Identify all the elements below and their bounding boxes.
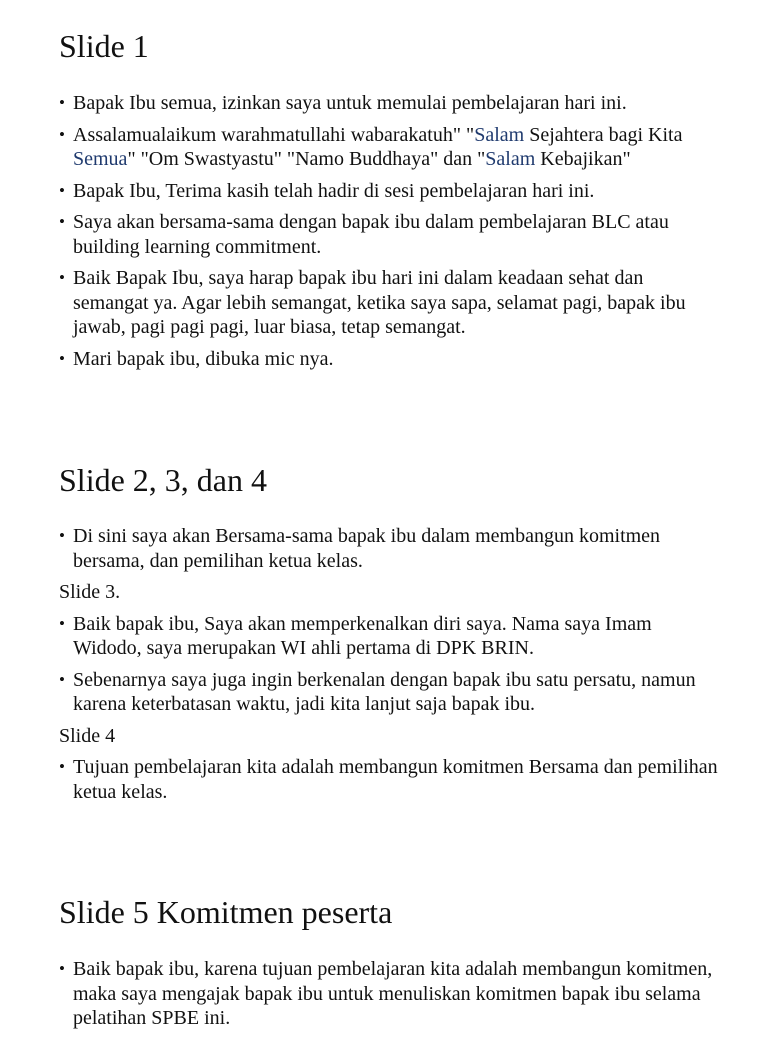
slide-3-bullet-list: [59, 612, 719, 717]
slide-1-title: Slide 1: [59, 28, 149, 64]
slide-5-bullet-list: [59, 957, 719, 1031]
slide-2-bullet-list: [59, 524, 719, 573]
slide-2-section: [59, 462, 719, 811]
greeting-text: Assalamualaikum warahmatullahi wabarakatuh" ": [73, 123, 475, 146]
greeting-text: Sejahtera bagi Kita: [524, 123, 683, 146]
list-item: • Baik bapak ibu, Saya akan memperkenalkan diri saya. Nama saya Imam Widodo, saya merupakan WI ahli pertama di DPK BRIN.: [59, 612, 719, 661]
list-item: • Baik bapak ibu, karena tujuan pembelajaran kita adalah membangun komitmen, maka saya mengajak bapak ibu untuk menuliskan komitmen bapak ibu selama pelatihan SPBE ini.: [59, 957, 719, 1031]
slide-1-bullet-list: [59, 91, 719, 371]
slide-3-label: Slide 3.: [59, 581, 121, 603]
greeting-text: " "Om Swastyastu" "Namo Buddhaya" dan ": [127, 148, 486, 170]
list-item: • Bapak Ibu semua, izinkan saya untuk memulai pembelajaran hari ini.: [59, 91, 719, 116]
list-item: • Sebenarnya saya juga ingin berkenalan dengan bapak ibu satu persatu, namun karena keterbatasan waktu, jadi kita lanjut saja bapak ibu.: [59, 668, 719, 717]
slide-1-section: [59, 28, 719, 378]
semua-word: Semua: [73, 148, 128, 170]
salam-word: Salam: [485, 148, 536, 170]
slide-4-label: Slide 4: [59, 724, 116, 747]
list-item: • Tujuan pembelajaran kita adalah membangun komitmen Bersama dan pemilihan ketua kelas.: [59, 755, 719, 804]
list-item: • Baik Bapak Ibu, saya harap bapak ibu hari ini dalam keadaan sehat dan semangat ya. Agar lebih semangat, ketika saya sapa, selamat pagi, bapak ibu jawab, pagi pagi pagi, luar biasa, tetap semangat.: [59, 266, 719, 340]
slide-4-bullet-list: [59, 755, 719, 804]
list-item: • Mari bapak ibu, dibuka mic nya.: [59, 347, 719, 372]
slide-5-title: Slide 5 Komitmen peserta: [59, 894, 393, 930]
list-item-greeting: [59, 123, 719, 172]
list-item: • Saya akan bersama-sama dengan bapak ibu dalam pembelajaran BLC atau building learning commitment.: [59, 210, 719, 259]
list-item: • Bapak Ibu, Terima kasih telah hadir di sesi pembelajaran hari ini.: [59, 179, 719, 204]
slide-2-title: Slide 2, 3, dan 4: [59, 462, 267, 498]
greeting-text: Kebajikan": [535, 148, 631, 170]
slide-5-section: [59, 894, 719, 1038]
list-item: • Di sini saya akan Bersama-sama bapak ibu dalam membangun komitmen bersama, dan pemilihan ketua kelas.: [59, 524, 719, 573]
salam-word: Salam: [474, 123, 525, 146]
